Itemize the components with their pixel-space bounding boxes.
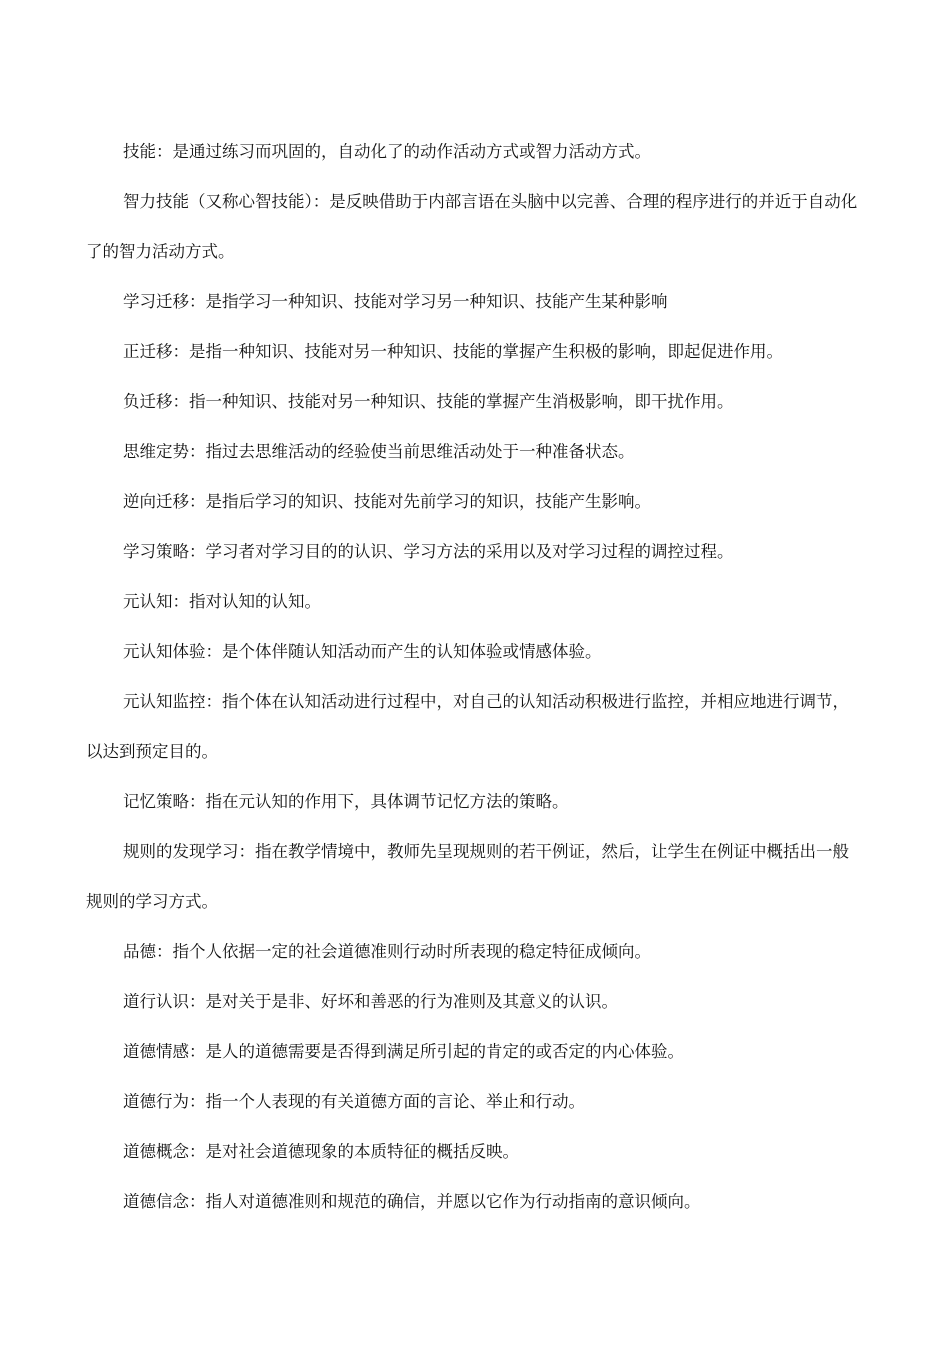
paragraph-learning-strategy — [86, 527, 864, 577]
term-definition: 是通过练习而巩固的，自动化了的动作活动方式或智力活动方式。 — [172, 142, 651, 161]
paragraph-reverse-transfer — [86, 477, 864, 527]
term-definition: 学习者对学习目的的认识、学习方法的采用以及对学习过程的调控过程。 — [205, 542, 734, 561]
term-label: 记忆策略： — [123, 792, 206, 811]
term-definition: 指人对道德准则和规范的确信，并愿以它作为行动指南的意识倾向。 — [205, 1192, 701, 1211]
term-label: 道德概念： — [123, 1142, 206, 1161]
paragraph-moral-emotion — [86, 1027, 864, 1077]
term-definition: 指过去思维活动的经验使当前思维活动处于一种准备状态。 — [205, 442, 635, 461]
term-label: 道德信念： — [123, 1192, 206, 1211]
term-definition: 指一个人表现的有关道德方面的言论、举止和行动。 — [205, 1092, 585, 1111]
term-definition: 是人的道德需要是否得到满足所引起的肯定的或否定的内心体验。 — [205, 1042, 684, 1061]
term-label: 智力技能（又称心智技能）： — [123, 192, 330, 211]
paragraph-memory-strategy — [86, 777, 864, 827]
term-label: 规则的发现学习： — [123, 842, 255, 861]
paragraph-metacognition — [86, 577, 864, 627]
term-definition: 是指一种知识、技能对另一种知识、技能的掌握产生积极的影响，即起促进作用。 — [189, 342, 783, 361]
term-definition: 指个人依据一定的社会道德准则行动时所表现的稳定特征成倾向。 — [172, 942, 651, 961]
paragraph-mindset — [86, 427, 864, 477]
term-label: 道行认识： — [123, 992, 206, 1011]
paragraph-negative-transfer — [86, 377, 864, 427]
term-definition: 指个体在认知活动进行过程中，对自己的认知活动积极进行监控，并相应地进行调节，以达到预定目的。 — [86, 692, 849, 761]
paragraph-moral-character — [86, 927, 864, 977]
term-label: 元认知体验： — [123, 642, 222, 661]
term-definition: 指一种知识、技能对另一种知识、技能的掌握产生消极影响，即干扰作用。 — [189, 392, 734, 411]
paragraph-moral-belief — [86, 1177, 864, 1227]
term-label: 正迁移： — [123, 342, 189, 361]
paragraph-moral-behavior — [86, 1077, 864, 1127]
term-definition: 是指学习一种知识、技能对学习另一种知识、技能产生某种影响 — [205, 292, 668, 311]
term-label: 道德情感： — [123, 1042, 206, 1061]
term-label: 思维定势： — [123, 442, 206, 461]
term-definition: 是指后学习的知识、技能对先前学习的知识，技能产生影响。 — [205, 492, 651, 511]
term-label: 元认知： — [123, 592, 189, 611]
paragraph-metacognitive-monitoring — [86, 677, 864, 777]
term-label: 逆向迁移： — [123, 492, 206, 511]
term-definition: 指在教学情境中，教师先呈现规则的若干例证，然后，让学生在例证中概括出一般规则的学习方式。 — [86, 842, 849, 911]
term-label: 负迁移： — [123, 392, 189, 411]
term-label: 品德： — [123, 942, 173, 961]
term-definition: 是对社会道德现象的本质特征的概括反映。 — [205, 1142, 519, 1161]
paragraph-rule-discovery-learning — [86, 827, 864, 927]
term-definition: 指在元认知的作用下，具体调节记忆方法的策略。 — [205, 792, 569, 811]
paragraph-moral-cognition — [86, 977, 864, 1027]
term-definition: 是个体伴随认知活动而产生的认知体验或情感体验。 — [222, 642, 602, 661]
term-label: 学习迁移： — [123, 292, 206, 311]
paragraph-learning-transfer — [86, 277, 864, 327]
term-label: 技能： — [123, 142, 173, 161]
paragraph-positive-transfer — [86, 327, 864, 377]
term-definition: 指对认知的认知。 — [189, 592, 321, 611]
term-label: 学习策略： — [123, 542, 206, 561]
paragraph-metacognitive-experience — [86, 627, 864, 677]
paragraph-skill — [86, 127, 864, 177]
document-body — [86, 127, 864, 1227]
term-label: 元认知监控： — [123, 692, 222, 711]
paragraph-intellectual-skill — [86, 177, 864, 277]
term-definition: 是对关于是非、好坏和善恶的行为准则及其意义的认识。 — [205, 992, 618, 1011]
term-label: 道德行为： — [123, 1092, 206, 1111]
term-definition: 是反映借助于内部言语在头脑中以完善、合理的程序进行的并近于自动化了的智力活动方式。 — [86, 192, 858, 261]
paragraph-moral-concept — [86, 1127, 864, 1177]
